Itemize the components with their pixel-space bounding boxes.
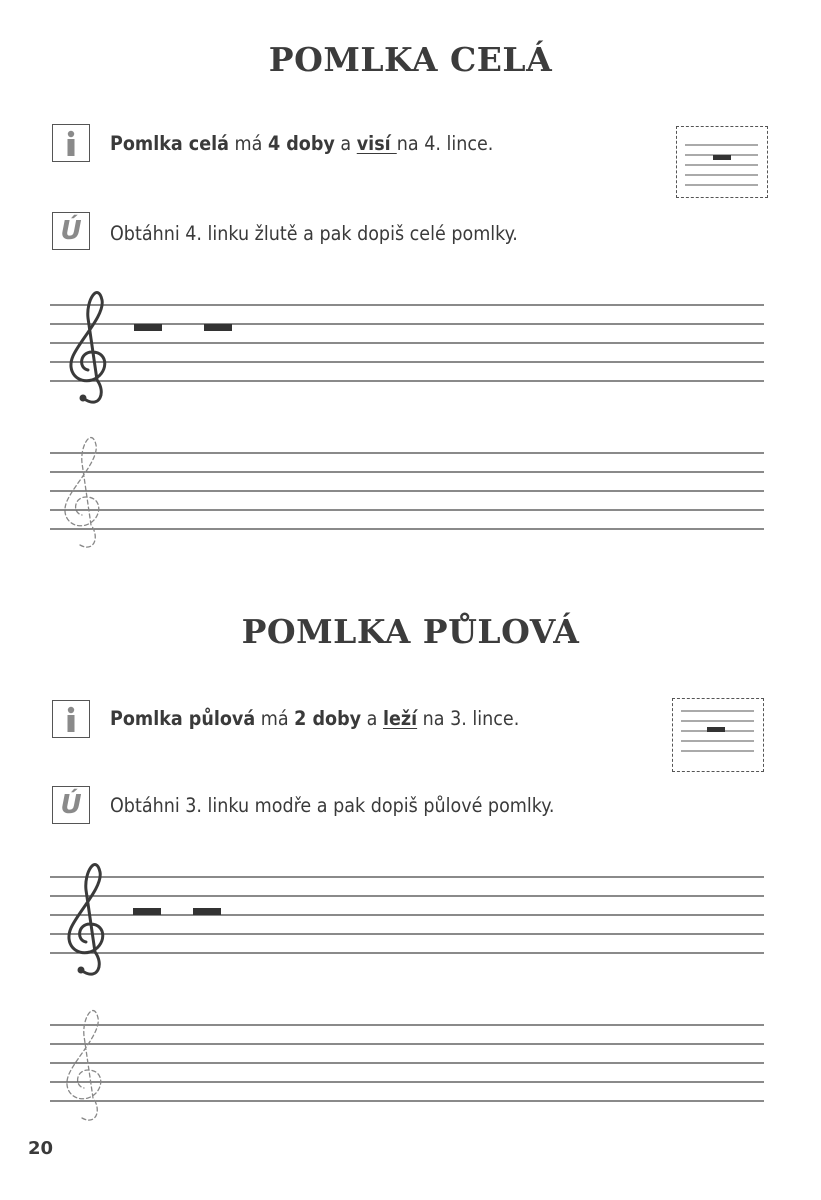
task-u-icon xyxy=(52,786,90,824)
dashed-treble-clef-icon xyxy=(65,438,99,548)
info-position-verb: visí xyxy=(356,132,397,155)
staff-half-rest-example xyxy=(50,877,764,953)
treble-clef-icon xyxy=(69,865,103,975)
treble-clef-icon xyxy=(71,293,105,403)
info-line: na 4. lince. xyxy=(396,132,494,155)
whole-rest-legend xyxy=(676,126,768,198)
staff-whole-rest-practice xyxy=(50,453,764,529)
staff-whole-rest-example xyxy=(50,305,764,381)
task-u-icon xyxy=(52,212,90,250)
info-i-icon xyxy=(52,124,90,162)
info-word: a xyxy=(361,707,383,730)
half-rest-mark xyxy=(193,908,221,915)
section-title-whole-rest: POMLKA CELÁ xyxy=(268,40,553,79)
task-letter: Ú xyxy=(60,790,82,820)
info-word: má xyxy=(228,132,268,155)
task-text-half-rest: Obtáhni 3. linku modře a pak dopiš půlové pomlky. xyxy=(110,794,555,817)
whole-rest-mark xyxy=(134,324,162,331)
info-beats: 2 doby xyxy=(294,707,362,730)
half-rest-mark xyxy=(133,908,161,915)
page-number: 20 xyxy=(28,1138,54,1159)
info-text-half-rest xyxy=(110,707,519,730)
info-term: Pomlka půlová xyxy=(110,707,256,730)
task-letter: Ú xyxy=(60,216,82,246)
whole-rest-mark xyxy=(204,324,232,331)
dashed-treble-clef-icon xyxy=(67,1011,101,1121)
info-line: na 3. lince. xyxy=(417,707,520,730)
info-term: Pomlka celá xyxy=(110,132,229,155)
info-beats: 4 doby xyxy=(267,132,335,155)
task-text-whole-rest: Obtáhni 4. linku žlutě a pak dopiš celé pomlky. xyxy=(110,222,518,245)
section-title-half-rest: POMLKA PŮLOVÁ xyxy=(241,612,580,651)
info-text-whole-rest xyxy=(110,132,493,155)
info-position-verb: leží xyxy=(382,707,418,730)
staff-half-rest-practice xyxy=(50,1025,764,1101)
info-word: má xyxy=(255,707,295,730)
info-i-icon xyxy=(52,700,90,738)
info-word: a xyxy=(334,132,357,155)
half-rest-legend xyxy=(672,698,764,772)
